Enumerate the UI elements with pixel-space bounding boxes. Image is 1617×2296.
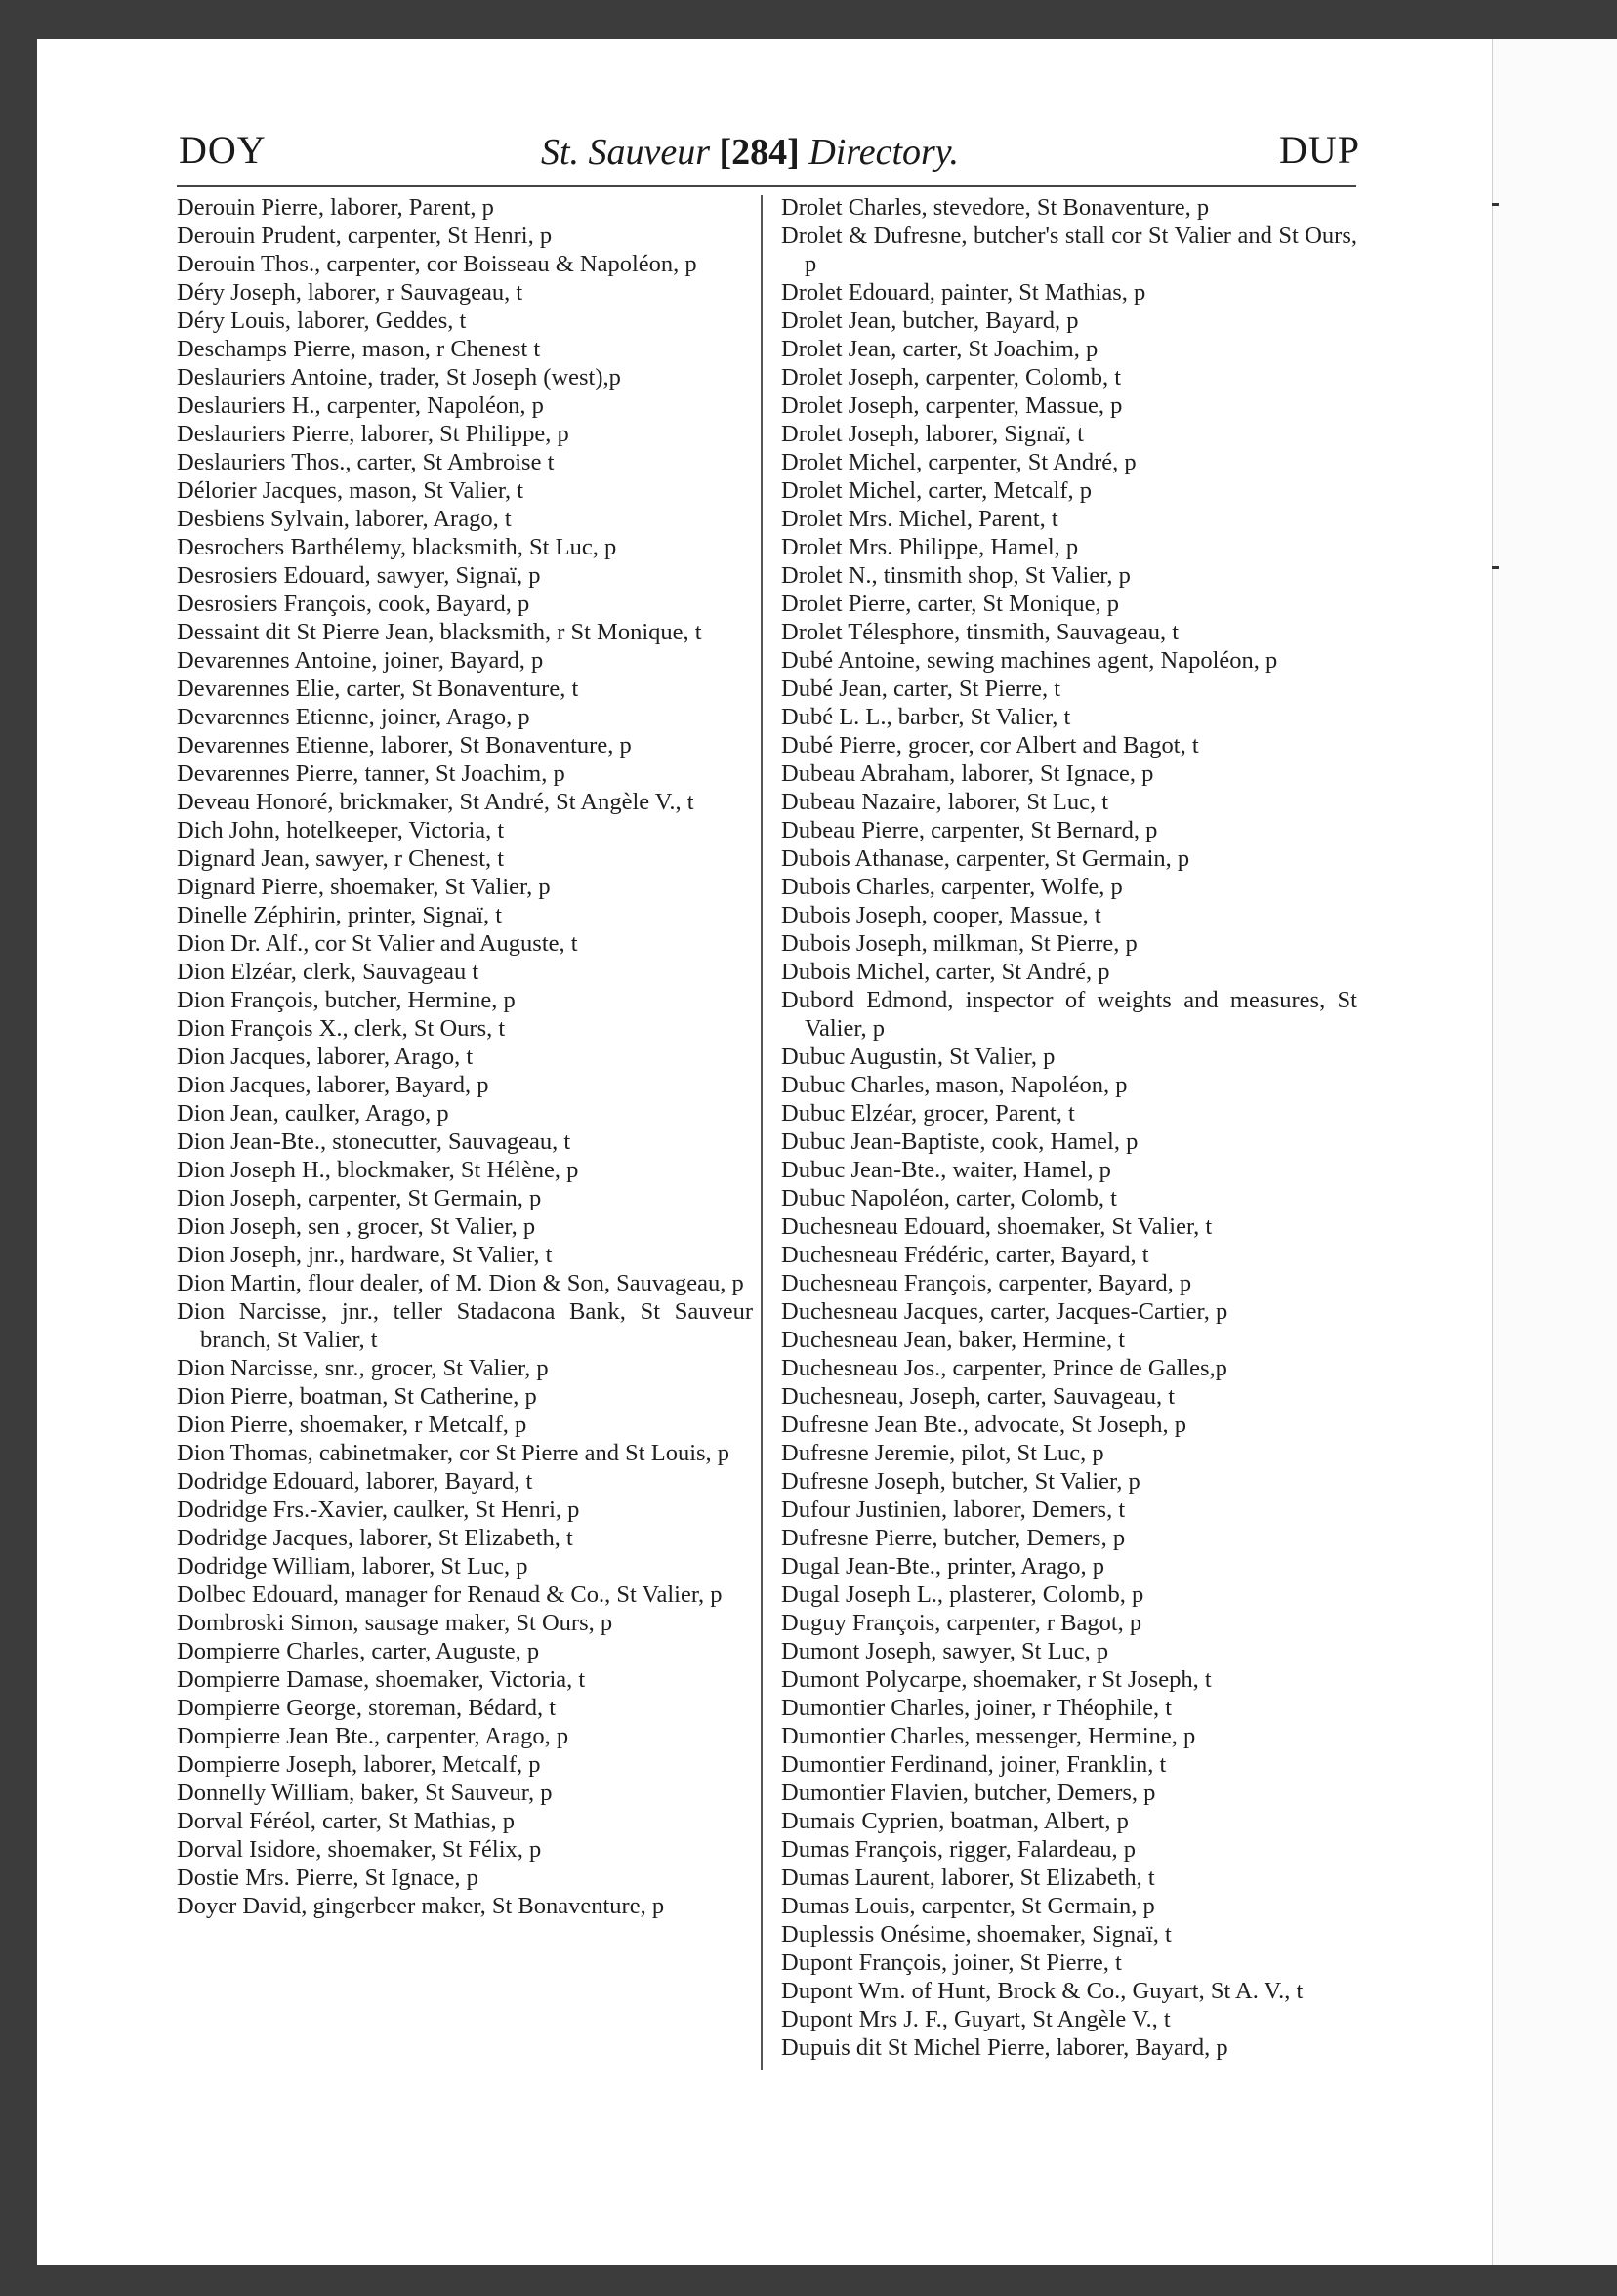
directory-entry: Dignard Pierre, shoemaker, St Valier, p — [177, 874, 551, 900]
directory-entry: Dumontier Charles, messenger, Hermine, p — [781, 1723, 1196, 1749]
right-column — [781, 193, 1357, 2062]
directory-entry: Duchesneau Jacques, carter, Jacques-Cartier, p — [781, 1298, 1228, 1325]
header-left-guide-word: DOY — [179, 128, 267, 172]
directory-entry: Dubuc Jean-Bte., waiter, Hamel, p — [781, 1157, 1111, 1183]
directory-entry: Duchesneau François, carpenter, Bayard, p — [781, 1270, 1192, 1296]
directory-entry: Deslauriers H., carpenter, Napoléon, p — [177, 392, 544, 419]
directory-entry: Dufresne Pierre, butcher, Demers, p — [781, 1525, 1126, 1551]
directory-entry: Dubois Athanase, carpenter, St Germain, p — [781, 845, 1190, 872]
directory-entry: Derouin Thos., carpenter, cor Boisseau & Napoléon, p — [177, 251, 697, 277]
directory-entry: Drolet Télesphore, tinsmith, Sauvageau, t — [781, 619, 1180, 645]
directory-entry: Dion Jacques, laborer, Arago, t — [177, 1044, 474, 1070]
directory-entry: Dion Pierre, boatman, St Catherine, p — [177, 1383, 537, 1410]
directory-entry: Dumont Joseph, sawyer, St Luc, p — [781, 1638, 1109, 1664]
directory-entry: Dumas Laurent, laborer, St Elizabeth, t — [781, 1865, 1155, 1891]
directory-entry: Dich John, hotelkeeper, Victoria, t — [177, 817, 505, 843]
directory-entry: Dubeau Pierre, carpenter, St Bernard, p — [781, 817, 1158, 843]
directory-entry: Dion Jean, caulker, Arago, p — [177, 1100, 449, 1127]
directory-entry: Dubé Jean, carter, St Pierre, t — [781, 676, 1061, 702]
directory-entry: Dessaint dit St Pierre Jean, blacksmith, r St Monique, t — [177, 619, 702, 645]
directory-entry: Drolet Michel, carpenter, St André, p — [781, 449, 1137, 475]
directory-entry: Drolet Jean, butcher, Bayard, p — [781, 308, 1079, 334]
directory-entry: Drolet Edouard, painter, St Mathias, p — [781, 279, 1146, 306]
directory-entry: Dumais Cyprien, boatman, Albert, p — [781, 1808, 1129, 1834]
directory-entry: Dion Narcisse, snr., grocer, St Valier, p — [177, 1355, 549, 1381]
directory-entry: Dion Joseph H., blockmaker, St Hélène, p — [177, 1157, 579, 1183]
directory-entry: Duchesneau, Joseph, carter, Sauvageau, t — [781, 1383, 1176, 1410]
directory-entry: Dugal Jean-Bte., printer, Arago, p — [781, 1553, 1105, 1579]
page-header — [140, 127, 1360, 182]
directory-entry: Dombroski Simon, sausage maker, St Ours, p — [177, 1610, 613, 1636]
directory-entry: Duchesneau Edouard, shoemaker, St Valier, t — [781, 1213, 1213, 1240]
directory-entry: Dubé Antoine, sewing machines agent, Napoléon, p — [781, 647, 1278, 674]
directory-entry: Duchesneau Jean, baker, Hermine, t — [781, 1327, 1126, 1353]
directory-entry: Dodridge Edouard, laborer, Bayard, t — [177, 1468, 533, 1495]
header-right-guide-word: DUP — [1278, 128, 1360, 172]
directory-entry: Dodridge Frs.-Xavier, caulker, St Henri, p — [177, 1496, 580, 1523]
directory-entry: Déry Louis, laborer, Geddes, t — [177, 308, 467, 334]
directory-entry: Drolet Joseph, carpenter, Colomb, t — [781, 364, 1122, 390]
directory-entry: Desrosiers François, cook, Bayard, p — [177, 591, 530, 617]
directory-entry: Dumas François, rigger, Falardeau, p — [781, 1836, 1137, 1863]
directory-entry: Drolet N., tinsmith shop, St Valier, p — [781, 562, 1131, 589]
directory-entry: Dubé Pierre, grocer, cor Albert and Bagot, t — [781, 732, 1199, 758]
directory-entry: Deslauriers Antoine, trader, St Joseph (west),p — [177, 364, 621, 390]
directory-entry: Devarennes Etienne, joiner, Arago, p — [177, 704, 530, 730]
directory-entry: Dion François X., clerk, St Ours, t — [177, 1015, 506, 1042]
directory-entry: Devarennes Antoine, joiner, Bayard, p — [177, 647, 544, 674]
directory-entry: Dion Jacques, laborer, Bayard, p — [177, 1072, 489, 1098]
directory-entry: Dodridge William, laborer, St Luc, p — [177, 1553, 528, 1579]
running-title-pre: St. Sauveur — [540, 132, 711, 173]
directory-entry: Dion Martin, flour dealer, of M. Dion & Son, Sauvageau, p — [177, 1270, 744, 1296]
directory-entry: Deschamps Pierre, mason, r Chenest t — [177, 336, 541, 362]
directory-entry: Deveau Honoré, brickmaker, St André, St Angèle V., t — [177, 789, 694, 815]
directory-entry: Déry Joseph, laborer, r Sauvageau, t — [177, 279, 523, 306]
directory-entry: Dubois Joseph, milkman, St Pierre, p — [781, 930, 1138, 957]
directory-entry: Dion François, butcher, Hermine, p — [177, 987, 516, 1013]
directory-entry: Devarennes Elie, carter, St Bonaventure, t — [177, 676, 579, 702]
directory-entry: Drolet Mrs. Philippe, Hamel, p — [781, 534, 1079, 560]
directory-entry: Dubuc Jean-Baptiste, cook, Hamel, p — [781, 1128, 1139, 1155]
directory-entry: Dumont Polycarpe, shoemaker, r St Joseph, t — [781, 1666, 1212, 1693]
directory-entry: Devarennes Pierre, tanner, St Joachim, p — [177, 760, 565, 787]
running-title — [140, 131, 1360, 174]
directory-entry: Dubuc Charles, mason, Napoléon, p — [781, 1072, 1128, 1098]
directory-entry: Dion Thomas, cabinetmaker, cor St Pierre and St Louis, p — [177, 1440, 730, 1466]
directory-entry: Drolet Mrs. Michel, Parent, t — [781, 506, 1058, 532]
directory-entry: Dumontier Ferdinand, joiner, Franklin, t — [781, 1751, 1167, 1778]
directory-entry: Dion Narcisse, jnr., teller Stadacona Bank, St Sauveur branch, St Valier, t — [177, 1298, 753, 1353]
directory-entry: Dubois Charles, carpenter, Wolfe, p — [781, 874, 1123, 900]
directory-entry: Desrochers Barthélemy, blacksmith, St Luc, p — [177, 534, 617, 560]
directory-entry: Dubuc Napoléon, carter, Colomb, t — [781, 1185, 1117, 1211]
directory-entry: Dignard Jean, sawyer, r Chenest, t — [177, 845, 505, 872]
directory-entry: Délorier Jacques, mason, St Valier, t — [177, 477, 524, 504]
directory-entry: Dompierre Charles, carter, Auguste, p — [177, 1638, 540, 1664]
directory-entry: Dubé L. L., barber, St Valier, t — [781, 704, 1071, 730]
directory-entry: Dubuc Augustin, St Valier, p — [781, 1044, 1056, 1070]
directory-entry: Dinelle Zéphirin, printer, Signaï, t — [177, 902, 503, 928]
directory-entry: Deslauriers Thos., carter, St Ambroise t — [177, 449, 555, 475]
directory-entry: Dupuis dit St Michel Pierre, laborer, Bayard, p — [781, 2034, 1228, 2061]
directory-entry: Desrosiers Edouard, sawyer, Signaï, p — [177, 562, 541, 589]
directory-entry: Desbiens Sylvain, laborer, Arago, t — [177, 506, 512, 532]
directory-entry: Dompierre Damase, shoemaker, Victoria, t — [177, 1666, 586, 1693]
directory-entry: Dion Joseph, sen , grocer, St Valier, p — [177, 1213, 536, 1240]
column-divider — [761, 195, 763, 2070]
page-number: [284] — [719, 132, 800, 173]
directory-entry: Dompierre George, storeman, Bédard, t — [177, 1695, 557, 1721]
directory-entry: Drolet Michel, carter, Metcalf, p — [781, 477, 1093, 504]
directory-entry: Duguy François, carpenter, r Bagot, p — [781, 1610, 1142, 1636]
directory-entry: Doyer David, gingerbeer maker, St Bonaventure, p — [177, 1893, 665, 1919]
directory-entry: Dion Joseph, jnr., hardware, St Valier, t — [177, 1242, 553, 1268]
directory-entry: Drolet Joseph, laborer, Signaï, t — [781, 421, 1084, 447]
directory-entry: Dufresne Joseph, butcher, St Valier, p — [781, 1468, 1140, 1495]
directory-entry: Dorval Féréol, carter, St Mathias, p — [177, 1808, 516, 1834]
directory-entry: Duchesneau Frédéric, carter, Bayard, t — [781, 1242, 1149, 1268]
directory-entry: Dion Jean-Bte., stonecutter, Sauvageau, t — [177, 1128, 571, 1155]
directory-entry: Dompierre Jean Bte., carpenter, Arago, p — [177, 1723, 569, 1749]
directory-entry: Derouin Prudent, carpenter, St Henri, p — [177, 223, 553, 249]
directory-entry: Dorval Isidore, shoemaker, St Félix, p — [177, 1836, 542, 1863]
header-rule — [177, 185, 1356, 187]
directory-entry: Dodridge Jacques, laborer, St Elizabeth, t — [177, 1525, 573, 1551]
directory-entry: Dompierre Joseph, laborer, Metcalf, p — [177, 1751, 541, 1778]
directory-entry: Dion Pierre, shoemaker, r Metcalf, p — [177, 1412, 527, 1438]
directory-entry: Dufresne Jeremie, pilot, St Luc, p — [781, 1440, 1104, 1466]
directory-entry: Dumontier Charles, joiner, r Théophile, t — [781, 1695, 1173, 1721]
directory-entry: Drolet & Dufresne, butcher's stall cor St Valier and St Ours, p — [781, 223, 1357, 277]
adjacent-page-edge — [1492, 39, 1617, 2265]
directory-entry: Dupont François, joiner, St Pierre, t — [781, 1949, 1122, 1976]
directory-entry: Dion Joseph, carpenter, St Germain, p — [177, 1185, 542, 1211]
directory-entry: Drolet Pierre, carter, St Monique, p — [781, 591, 1120, 617]
directory-entry: Dupont Mrs J. F., Guyart, St Angèle V., t — [781, 2006, 1171, 2032]
directory-entry: Derouin Pierre, laborer, Parent, p — [177, 194, 494, 221]
directory-entry: Dubord Edmond, inspector of weights and measures, St Valier, p — [781, 987, 1357, 1042]
directory-entry: Drolet Jean, carter, St Joachim, p — [781, 336, 1099, 362]
left-column — [177, 193, 753, 1920]
directory-entry: Donnelly William, baker, St Sauveur, p — [177, 1780, 553, 1806]
directory-entry: Dion Dr. Alf., cor St Valier and Auguste, t — [177, 930, 578, 957]
directory-entry: Dupont Wm. of Hunt, Brock & Co., Guyart, St A. V., t — [781, 1978, 1304, 2004]
directory-entry: Duchesneau Jos., carpenter, Prince de Galles,p — [781, 1355, 1227, 1381]
directory-entry: Dufour Justinien, laborer, Demers, t — [781, 1496, 1126, 1523]
directory-entry: Dion Elzéar, clerk, Sauvageau t — [177, 959, 479, 985]
directory-entry: Dolbec Edouard, manager for Renaud & Co., St Valier, p — [177, 1581, 723, 1608]
directory-entry: Dostie Mrs. Pierre, St Ignace, p — [177, 1865, 478, 1891]
directory-entry: Dubois Joseph, cooper, Massue, t — [781, 902, 1101, 928]
directory-entry: Dufresne Jean Bte., advocate, St Joseph, p — [781, 1412, 1187, 1438]
directory-entry: Dubeau Abraham, laborer, St Ignace, p — [781, 760, 1154, 787]
directory-entry: Dumas Louis, carpenter, St Germain, p — [781, 1893, 1155, 1919]
directory-entry: Deslauriers Pierre, laborer, St Philippe, p — [177, 421, 569, 447]
directory-entry: Duplessis Onésime, shoemaker, Signaï, t — [781, 1921, 1172, 1948]
directory-entry: Devarennes Etienne, laborer, St Bonaventure, p — [177, 732, 632, 758]
running-title-post: Directory. — [808, 132, 960, 173]
directory-entry: Dubois Michel, carter, St André, p — [781, 959, 1110, 985]
directory-entry: Dubuc Elzéar, grocer, Parent, t — [781, 1100, 1075, 1127]
directory-entry: Dumontier Flavien, butcher, Demers, p — [781, 1780, 1156, 1806]
directory-entry: Dubeau Nazaire, laborer, St Luc, t — [781, 789, 1109, 815]
directory-entry: Drolet Charles, stevedore, St Bonaventure, p — [781, 194, 1210, 221]
directory-entry: Dugal Joseph L., plasterer, Colomb, p — [781, 1581, 1144, 1608]
directory-entry: Drolet Joseph, carpenter, Massue, p — [781, 392, 1123, 419]
